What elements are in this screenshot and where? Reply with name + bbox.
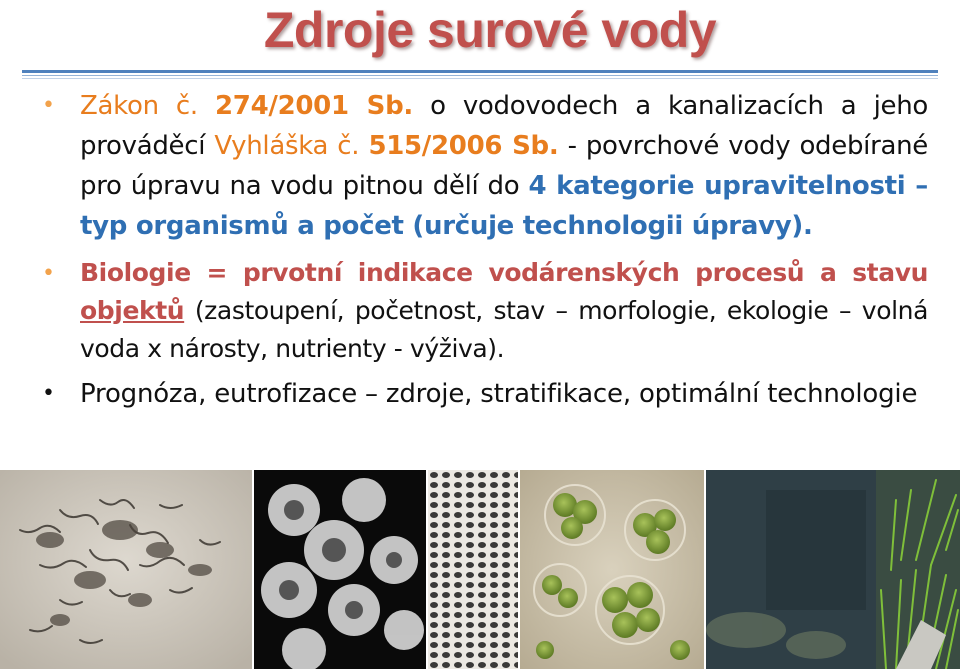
decree-prefix: Vyhláška č. — [214, 131, 360, 161]
title-divider — [22, 70, 938, 73]
biology-description: (zastoupení, početnost, stav – morfologie, ekologie – volná voda x nárosty, nutrienty - výživa). — [80, 296, 928, 363]
bullet-dot-icon: • — [42, 93, 55, 118]
photo-strip — [0, 470, 960, 669]
title-divider-thin — [22, 75, 938, 76]
photo-water-reservoir — [706, 470, 960, 669]
category-highlight: 4 kategorie upravitelnosti – typ organismů a počet (určuje technologii úpravy). — [80, 171, 928, 241]
bullet-dot-icon: • — [42, 381, 55, 406]
title-divider-faint — [22, 78, 938, 79]
decree-description: - povrchové vody odebírané pro úpravu na vodu pitnou dělí do — [80, 131, 928, 201]
prognosis-text: Prognóza, eutrofizace – zdroje, stratifikace, optimální technologie — [80, 379, 918, 409]
bullet-dot-icon: • — [42, 261, 55, 286]
bullet-item-biology — [40, 254, 928, 368]
bullet-item-prognosis — [40, 374, 928, 414]
photo-water-reservoir-image — [706, 470, 960, 669]
photo-green-algae — [520, 470, 704, 669]
objects-highlight: objektů — [80, 296, 185, 325]
decree-number: 515/2006 Sb. — [368, 131, 559, 161]
photo-colony-dark-image — [254, 470, 426, 669]
photo-colony-dark — [254, 470, 426, 669]
law-description: o vodovodech a kanalizacích a jeho prováděcí — [80, 91, 928, 161]
bullet-list — [40, 86, 928, 414]
photo-dense-cells — [428, 470, 518, 669]
slide-title: Zdroje surové vody — [263, 2, 717, 58]
bullet-item-law — [40, 86, 928, 246]
law-number: 274/2001 Sb. — [215, 91, 413, 121]
photo-dense-cells-image — [428, 470, 518, 669]
biology-highlight: Biologie = prvotní indikace vodárenských procesů a stavu — [80, 258, 928, 287]
law-prefix: Zákon č. — [80, 91, 215, 121]
photo-green-algae-image — [520, 470, 704, 669]
photo-filamentous-bacteria-image — [0, 470, 252, 669]
photo-filamentous-bacteria — [0, 470, 252, 669]
